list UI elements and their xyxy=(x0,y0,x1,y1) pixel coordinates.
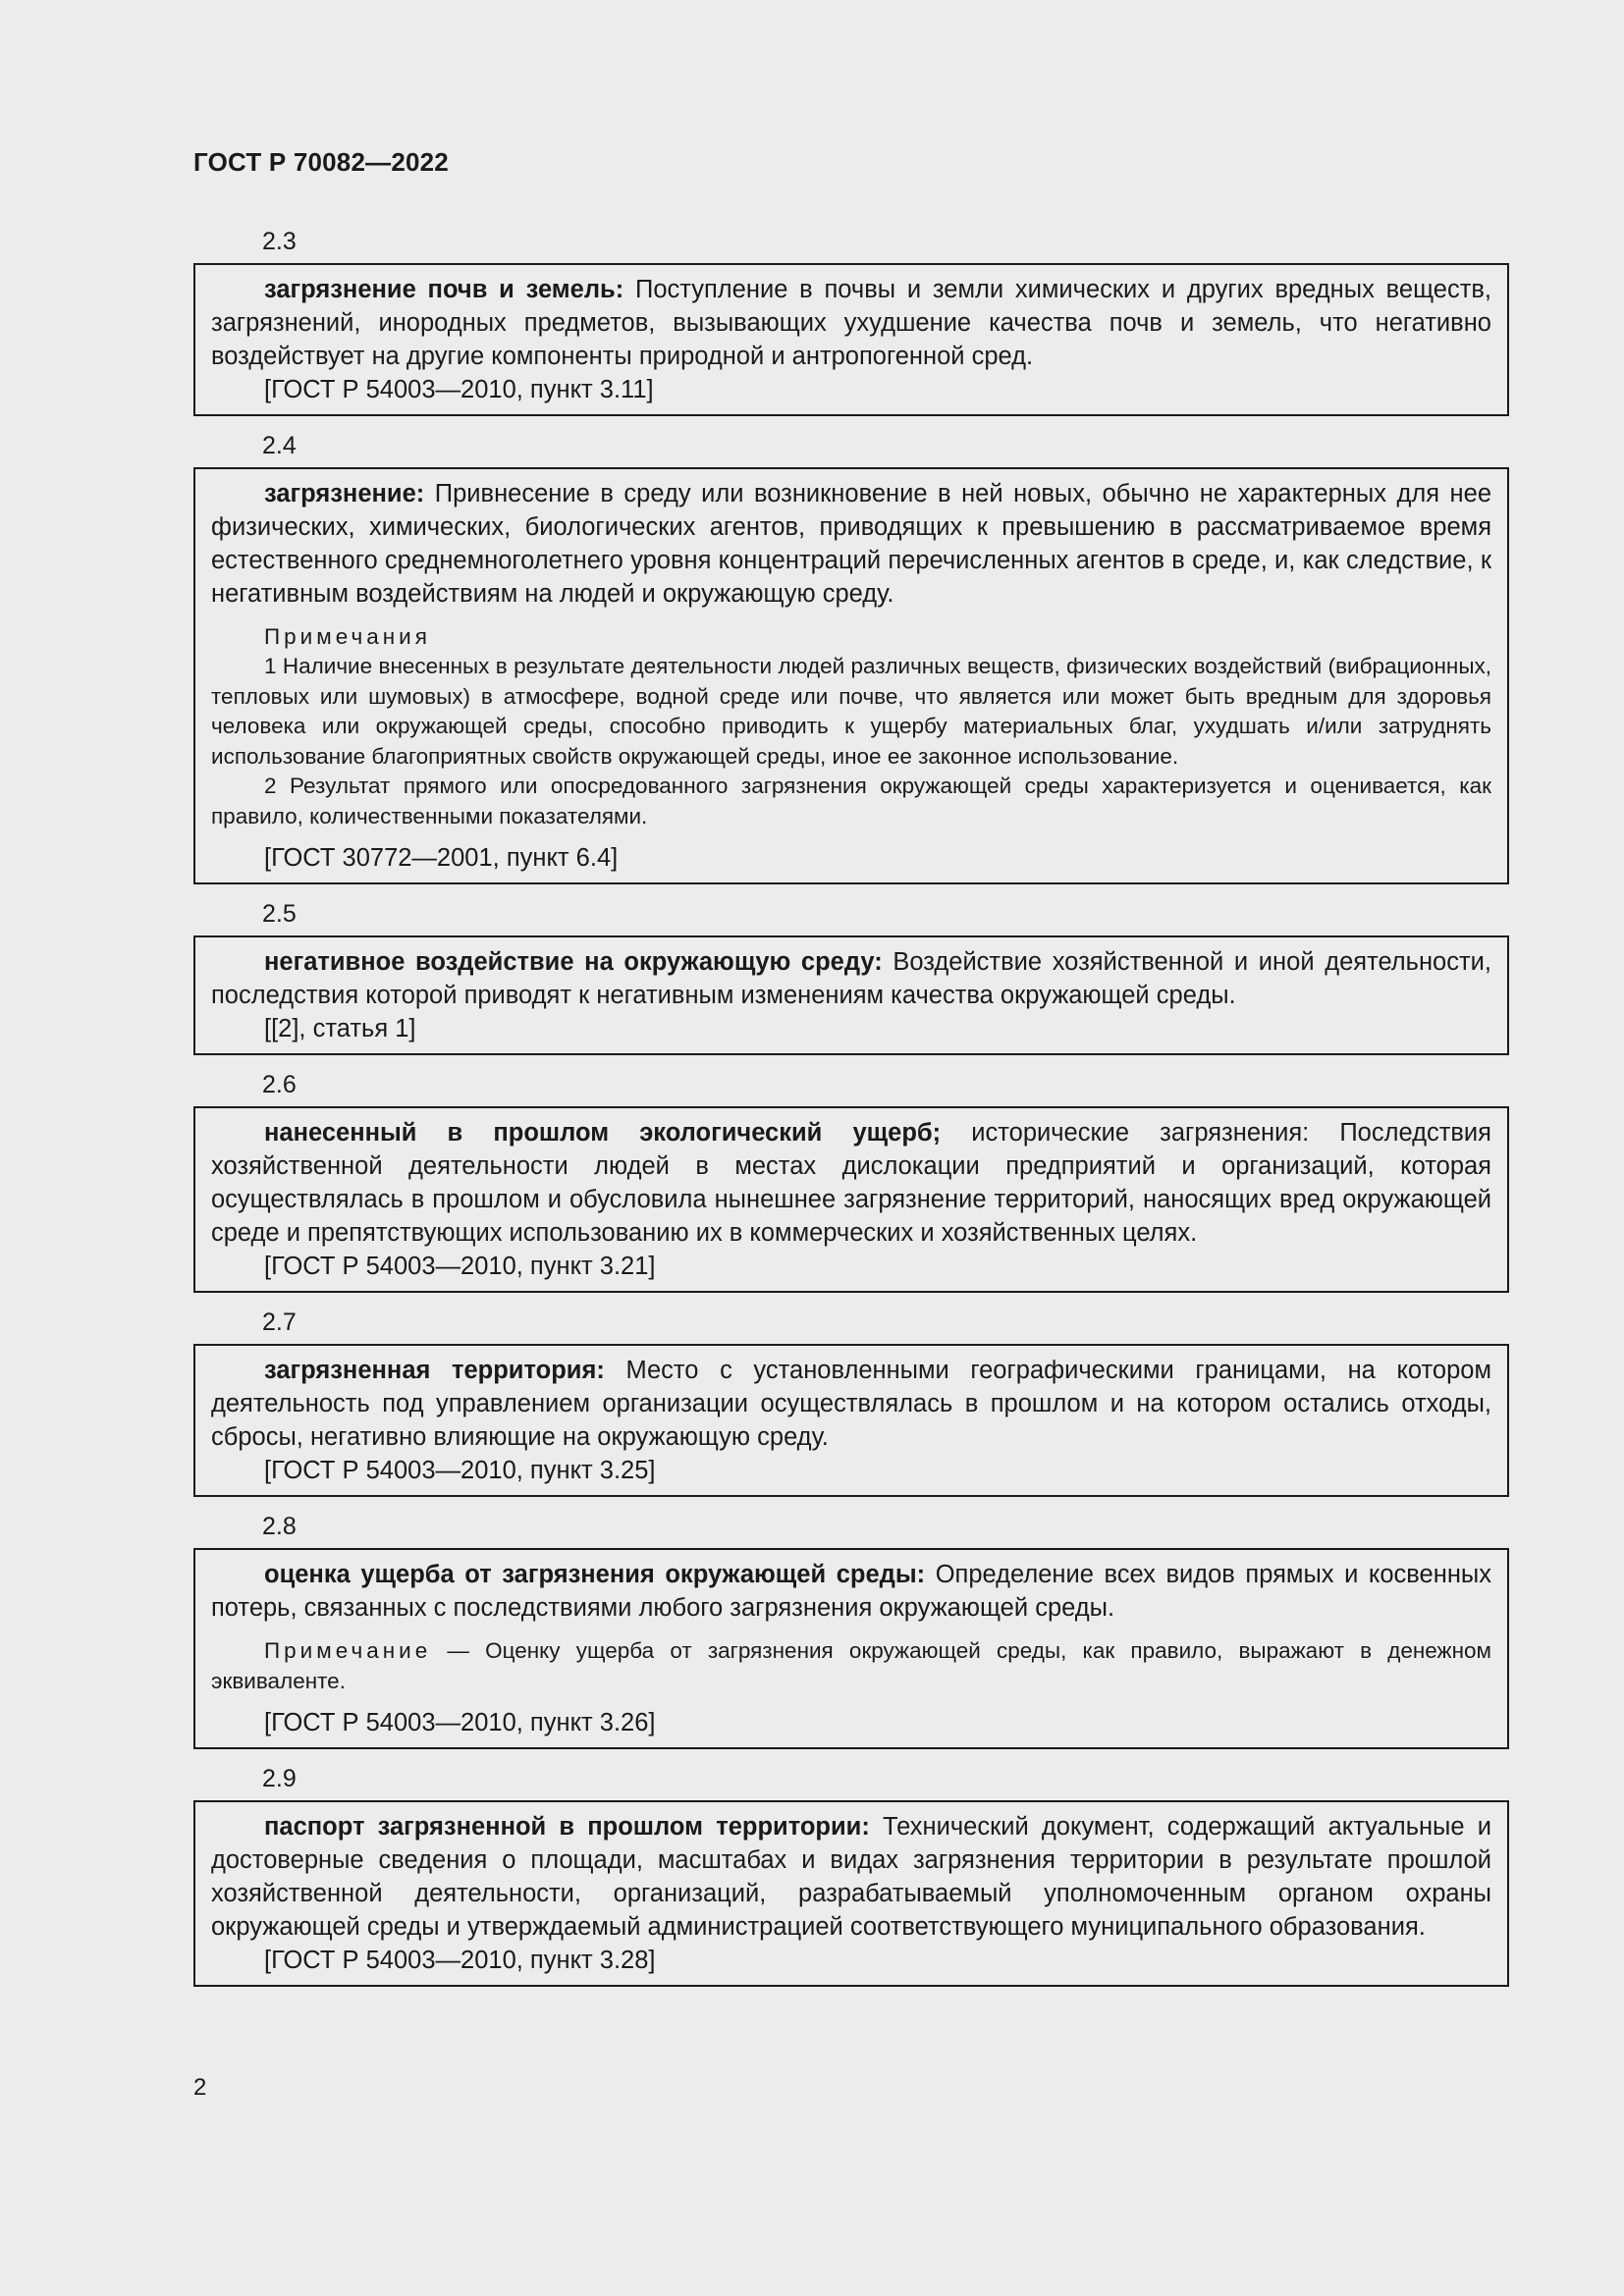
definition-body: Поступление в почвы и земли химических и других вредных веществ, загрязнений, инородных предметов, вызывающих ухудшение качества почв и земель, что негативно воздействует на другие компоненты природной и антропогенной сред. xyxy=(211,276,1491,370)
term: загрязнение почв и земель: xyxy=(264,276,624,303)
notes-block xyxy=(211,1636,1491,1696)
definition-body: Место с установленными географическими границами, на котором деятельность под управлением организации осуществлялась в прошлом и на котором остались отходы, сбросы, негативно влияющие на окружающую среду. xyxy=(211,1357,1491,1451)
term: паспорт загрязненной в прошлом территории: xyxy=(264,1813,870,1841)
definition-box xyxy=(193,467,1509,884)
note-item: 2 Результат прямого или опосредованного загрязнения окружающей среды характеризуется и оценивается, как правило, количественными показателями. xyxy=(211,774,1491,828)
term: негативное воздействие на окружающую среду: xyxy=(264,948,883,976)
term: оценка ущерба от загрязнения окружающей среды: xyxy=(264,1561,926,1588)
definition-text xyxy=(211,1354,1491,1454)
term: нанесенный в прошлом экологический ущерб; xyxy=(264,1119,942,1147)
definition-box xyxy=(193,935,1509,1055)
entry-number: 2.4 xyxy=(262,432,297,459)
definitions-list xyxy=(193,226,1509,2001)
definition-box xyxy=(193,1548,1509,1749)
note-item xyxy=(211,1636,1491,1696)
definition-text xyxy=(211,273,1491,373)
entry-number: 2.3 xyxy=(262,228,297,255)
definition-text xyxy=(211,1558,1491,1625)
definition-body: исторические загрязнения: Последствия хозяйственной деятельности людей в местах дислокации предприятий и организаций, которая осуществлялась в прошлом и обусловила нынешнее загрязнение территорий, наносящих вред окружающей среде и препятствующих использованию их в коммерческих и хозяйственных целях. xyxy=(211,1119,1491,1247)
definition-text xyxy=(211,945,1491,1012)
source-reference: [ГОСТ Р 54003—2010, пункт 3.11] xyxy=(264,376,654,403)
notes-heading: Примечания xyxy=(264,624,431,649)
entry-number: 2.5 xyxy=(262,900,297,928)
term: загрязненная территория: xyxy=(264,1357,605,1384)
entry-number: 2.7 xyxy=(262,1308,297,1336)
definition-body: Привнесение в среду или возникновение в ней новых, обычно не характерных для нее физических, химических, биологических агентов, приводящих к превышению в рассматриваемое время естественного среднемноголетнего уровня концентраций перечисленных агентов в среде, и, как следствие, к негативным воздействиям на людей и окружающую среду. xyxy=(211,480,1491,608)
note-text: — Оценку ущерба от загрязнения окружающей среды, как правило, выражают в денежном эквиваленте. xyxy=(211,1638,1491,1693)
definition-text xyxy=(211,1116,1491,1250)
note-label: Примечание xyxy=(264,1638,432,1663)
source-reference: [ГОСТ 30772—2001, пункт 6.4] xyxy=(264,844,619,872)
definition-box xyxy=(193,263,1509,416)
source-reference: [ГОСТ Р 54003—2010, пункт 3.21] xyxy=(264,1253,656,1280)
definition-body: Технический документ, содержащий актуальные и достоверные сведения о площади, масштабах и видах загрязнения территории в результате прошлой хозяйственной деятельности, организаций, разрабатываемый уполномоченным органом охраны окружающей среды и утверждаемый администрацией соответствующего муниципального образования. xyxy=(211,1813,1491,1941)
definition-box xyxy=(193,1344,1509,1497)
entry-number: 2.9 xyxy=(262,1765,297,1792)
definition-text xyxy=(211,477,1491,611)
document-header: ГОСТ Р 70082—2022 xyxy=(193,147,449,177)
definition-text xyxy=(211,1810,1491,1944)
notes-block xyxy=(211,622,1491,831)
definition-box xyxy=(193,1106,1509,1293)
page-number: 2 xyxy=(193,2074,207,2101)
entry-number: 2.6 xyxy=(262,1071,297,1098)
entry-number: 2.8 xyxy=(262,1513,297,1540)
definition-body: Определение всех видов прямых и косвенных потерь, связанных с последствиями любого загрязнения окружающей среды. xyxy=(211,1561,1491,1622)
source-reference: [ГОСТ Р 54003—2010, пункт 3.26] xyxy=(264,1709,656,1736)
source-reference: [ГОСТ Р 54003—2010, пункт 3.25] xyxy=(264,1457,656,1484)
definition-box xyxy=(193,1800,1509,1987)
note-item: 1 Наличие внесенных в результате деятельности людей различных веществ, физических воздействий (вибрационных, тепловых или шумовых) в атмосфере, водной среде или почве, что является или может быть вредным для здоровья человека или окружающей среды, способно приводить к ущербу материальных благ, ухудшать и/или затруднять использование благоприятных свойств окружающей среды, иное ее законное использование. xyxy=(211,654,1491,769)
source-reference: [ГОСТ Р 54003—2010, пункт 3.28] xyxy=(264,1947,656,1974)
definition-body: Воздействие хозяйственной и иной деятельности, последствия которой приводят к негативным изменениям качества окружающей среды. xyxy=(211,948,1491,1009)
source-reference: [[2], статья 1] xyxy=(264,1015,416,1042)
term: загрязнение: xyxy=(264,480,425,507)
